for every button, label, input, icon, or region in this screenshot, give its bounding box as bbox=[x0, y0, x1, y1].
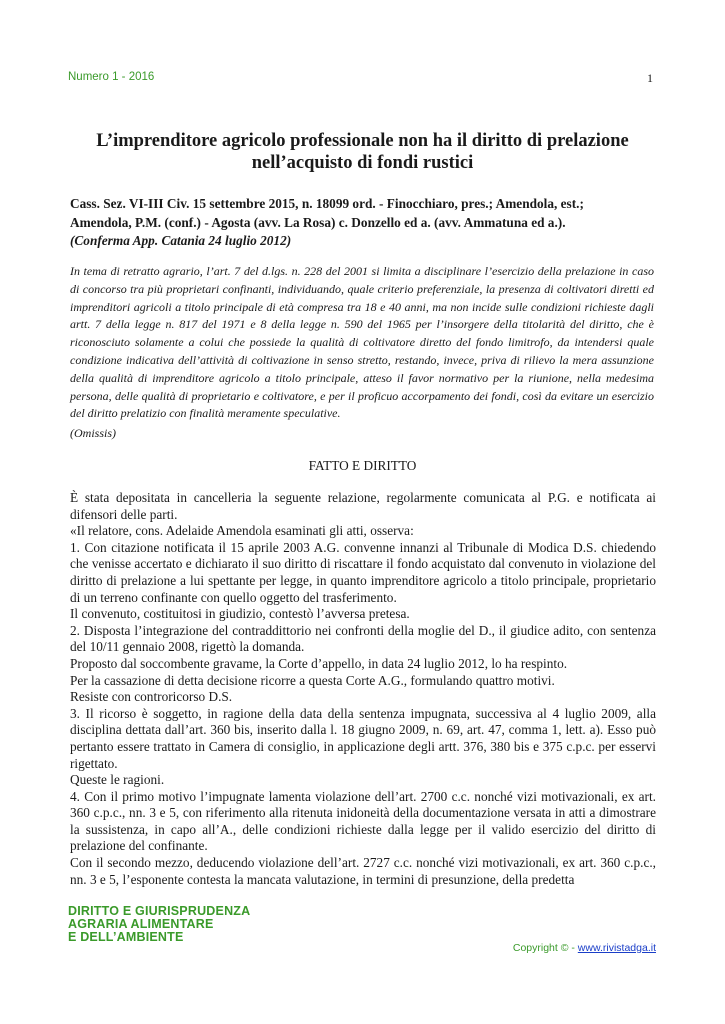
omissis-note: (Omissis) bbox=[70, 426, 117, 440]
logo-line-1: DIRITTO E GIURISPRUDENZA bbox=[68, 904, 251, 918]
body-paragraph: Resiste con controricorso D.S. bbox=[70, 689, 233, 705]
body-text bbox=[70, 490, 656, 888]
body-paragraph: 2. Disposta l’integrazione del contraddittorio nei confronti della moglie del D., il giudice adito, con sentenza del 10/11 gennaio 2008, rigettò la domanda. bbox=[70, 622, 656, 655]
body-paragraph: 3. Il ricorso è soggetto, in ragione della data della sentenza impugnata, successiva al 4 luglio 2009, alla disciplina dettata dall’art. 360 bis, inserito dalla l. 18 giugno 2009, n. 69, art. 47, comma 1, lett. a). Esso può pertanto essere trattato in Camera di consiglio, in applicazione degli artt. 376, 380 bis e 375 c.p.c. per esservi rigettato. bbox=[70, 705, 656, 771]
body-paragraph: Queste le ragioni. bbox=[70, 772, 165, 788]
body-paragraph: «Il relatore, cons. Adelaide Amendola esaminati gli atti, osserva: bbox=[70, 523, 414, 539]
body-paragraph: Per la cassazione di detta decisione ricorre a questa Corte A.G., formulando quattro motivi. bbox=[70, 672, 555, 688]
section-heading: FATTO E DIRITTO bbox=[308, 458, 417, 473]
website-link[interactable]: www.rivistadga.it bbox=[577, 942, 656, 954]
case-citation bbox=[70, 195, 654, 251]
citation-line-1: Cass. Sez. VI-III Civ. 15 settembre 2015, n. 18099 ord. - Finocchiaro, pres.; Amendola, est.; bbox=[70, 196, 584, 211]
body-paragraph: 1. Con citazione notificata il 15 aprile 2003 A.G. convenne innanzi al Tribunale di Modica D.S. chiedendo che venisse accertato e dichiarato il suo diritto di riscattare il fondo acquistato dal convenuto in violazione del diritto di prelazione a lui spettante per legge, in quanto imprenditore agricolo a titolo principale, proprietario di un terreno confinante con quello oggetto del trasferimento. bbox=[70, 539, 656, 605]
body-paragraph: Proposto dal soccombente gravame, la Corte d’appello, in data 24 luglio 2012, lo ha respinto. bbox=[70, 655, 568, 671]
article-title: L’imprenditore agricolo professionale non ha il diritto di prelazione nell’acquisto di fondi rustici bbox=[96, 131, 629, 173]
copyright-label: Copyright © - bbox=[512, 942, 578, 954]
body-paragraph: È stata depositata in cancelleria la seguente relazione, regolarmente comunicata al P.G. e notificata ai difensori delle parti. bbox=[70, 490, 656, 522]
journal-logo bbox=[68, 905, 250, 944]
case-abstract: In tema di retratto agrario, l’art. 7 del d.lgs. n. 228 del 2001 si limita a disciplinare l’esercizio della prelazione in caso di concorso tra più proprietari confinanti, individuando, quale criterio preferenziale, la presenza di coltivatori diretti ed imprenditori agricoli a titolo principale di età compresa tra 18 e 40 anni, ma non incide sulle condizioni richieste dagli artt. 7 della legge n. 817 del 1971 e 8 della legge n. 590 del 1965 per l’insorgere della titolarità del diritto, che è riconosciuto solamente a colui che possiede la qualità di coltivatore diretto del fondo limitrofo, da intendersi quale condizione indicativa dell’attività di coltivazione in senso stretto, restando, invece, priva di rilievo la mera assunzione della qualità di imprenditore agricolo a titolo principale, atteso il favor normativo per la riunione, nella medesima persona, delle qualità di proprietario e coltivatore, e per il proficuo accorpamento dei fondi, così da evitare un esercizio del diritto prelatizio con finalità meramente speculative. bbox=[70, 264, 654, 421]
body-paragraph: Il convenuto, costituitosi in giudizio, contestò l’avversa pretesa. bbox=[70, 606, 410, 622]
issue-number: Numero 1 - 2016 bbox=[68, 71, 155, 83]
logo-line-3: E DELL’AMBIENTE bbox=[68, 930, 184, 944]
copyright-notice bbox=[513, 942, 656, 954]
citation-line-3: (Conferma App. Catania 24 luglio 2012) bbox=[70, 233, 292, 248]
body-paragraph: Con il secondo mezzo, deducendo violazione dell’art. 2727 c.c. nonché vizi motivazionali, ex art. 360 c.p.c., nn. 3 e 5, l’esponente contesta la mancata valutazione, in termini di presunzione, della predetta bbox=[70, 855, 656, 887]
logo-line-2: AGRARIA ALIMENTARE bbox=[68, 917, 214, 931]
citation-line-2: Amendola, P.M. (conf.) - Agosta (avv. La Rosa) c. Donzello ed a. (avv. Ammatuna ed a.). bbox=[70, 214, 566, 230]
page-number: 1 bbox=[647, 71, 653, 85]
body-paragraph: 4. Con il primo motivo l’impugnate lamenta violazione dell’art. 2700 c.c. nonché vizi motivazionali, ex art. 360 c.p.c., nn. 3 e 5, con riferimento alla ritenuta inidoneità della documentazione versata in atti a dimostrare la sussistenza, in capo all’A., delle condizioni richieste dalla legge per il valido esercizio del diritto di prelazione del confinante. bbox=[70, 788, 656, 854]
